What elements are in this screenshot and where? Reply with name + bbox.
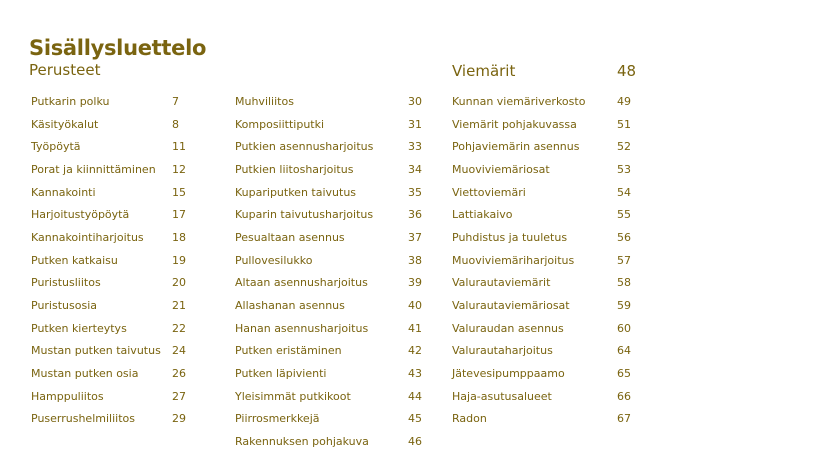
toc-entry-page: 57 <box>617 253 631 267</box>
toc-entry-label: Pullovesilukko <box>235 253 313 267</box>
toc-entry[interactable] <box>235 317 435 340</box>
toc-entry[interactable] <box>235 294 435 317</box>
toc-entry-page: 20 <box>172 276 186 290</box>
toc-entry[interactable] <box>235 362 435 385</box>
toc-entry-page: 55 <box>617 208 631 222</box>
toc-entry-page: 11 <box>172 140 186 154</box>
toc-entry-label: Porat ja kiinnittäminen <box>31 162 156 176</box>
toc-entry-label: Altaan asennusharjoitus <box>235 276 368 290</box>
toc-entry-page: 41 <box>408 321 422 335</box>
toc-entry-page: 17 <box>172 208 186 222</box>
toc-entry-page: 60 <box>617 321 631 335</box>
toc-entry-page: 31 <box>408 117 422 131</box>
section-page-viemarit: 48 <box>617 62 637 80</box>
toc-entry-page: 44 <box>408 389 422 403</box>
toc-entry[interactable] <box>452 113 642 136</box>
toc-entry-label: Lattiakaivo <box>452 208 513 222</box>
toc-entry-page: 22 <box>172 321 186 335</box>
toc-entry-page: 59 <box>617 299 631 313</box>
toc-entry-label: Putkien asennusharjoitus <box>235 140 374 154</box>
toc-entry-label: Hamppuliitos <box>31 389 104 403</box>
toc-entry-label: Valurautaviemärit <box>452 276 551 290</box>
toc-entry-page: 24 <box>172 344 186 358</box>
toc-entry-page: 36 <box>408 208 422 222</box>
toc-entry[interactable] <box>452 158 642 181</box>
toc-entry-label: Radon <box>452 412 487 426</box>
toc-entry[interactable] <box>235 408 435 431</box>
toc-entry-page: 35 <box>408 185 422 199</box>
toc-entry-label: Puserrushelmiliitos <box>31 412 135 426</box>
toc-entry-page: 37 <box>408 230 422 244</box>
toc-entry[interactable] <box>452 385 642 408</box>
toc-entry[interactable] <box>452 317 642 340</box>
toc-entry-page: 52 <box>617 140 631 154</box>
toc-entry-page: 66 <box>617 389 631 403</box>
toc-entry-page: 67 <box>617 412 631 426</box>
toc-entry-label: Putken eristäminen <box>235 344 342 358</box>
toc-entry-label: Mustan putken osia <box>31 367 139 381</box>
toc-entry[interactable] <box>31 203 201 226</box>
toc-entry[interactable] <box>235 340 435 363</box>
toc-entry[interactable] <box>31 408 201 431</box>
toc-entry-label: Hanan asennusharjoitus <box>235 321 369 335</box>
toc-entry-label: Jätevesipumppaamo <box>452 367 565 381</box>
toc-entry-page: 21 <box>172 299 186 313</box>
toc-entry[interactable] <box>235 272 435 295</box>
toc-entry-page: 45 <box>408 412 422 426</box>
toc-entry-label: Puristusliitos <box>31 276 101 290</box>
toc-entry-page: 51 <box>617 117 631 131</box>
toc-entry-page: 43 <box>408 367 422 381</box>
toc-entry-label: Valurautaviemäriosat <box>452 299 570 313</box>
toc-entry[interactable] <box>235 226 435 249</box>
toc-entry-page: 58 <box>617 276 631 290</box>
toc-entry[interactable] <box>235 181 435 204</box>
toc-entry-label: Putkarin polku <box>31 94 110 108</box>
toc-entry-page: 64 <box>617 344 631 358</box>
toc-entry-label: Muoviviemäriharjoitus <box>452 253 575 267</box>
toc-entry[interactable] <box>235 385 435 408</box>
toc-entry-label: Viemärit pohjakuvassa <box>452 117 577 131</box>
toc-entry-label: Valuraudan asennus <box>452 321 564 335</box>
toc-entry[interactable] <box>31 90 201 113</box>
toc-entry[interactable] <box>31 362 201 385</box>
toc-entry-label: Yleisimmät putkikoot <box>235 389 351 403</box>
toc-entry[interactable] <box>235 135 435 158</box>
page-title: Sisällysluettelo <box>29 36 207 60</box>
toc-column-1 <box>31 90 201 430</box>
toc-entry-page: 15 <box>172 185 186 199</box>
toc-entry-page: 30 <box>408 94 422 108</box>
toc-entry[interactable] <box>31 181 201 204</box>
toc-entry-page: 8 <box>172 117 179 131</box>
toc-entry-label: Pesualtaan asennus <box>235 230 345 244</box>
toc-entry-label: Kuparin taivutusharjoitus <box>235 208 374 222</box>
section-heading-perusteet: Perusteet <box>29 61 101 79</box>
toc-entry-label: Käsityökalut <box>31 117 99 131</box>
toc-entry[interactable] <box>235 203 435 226</box>
toc-entry-label: Kannakointi <box>31 185 96 199</box>
toc-entry[interactable] <box>452 294 642 317</box>
toc-entry-label: Valurautaharjoitus <box>452 344 553 358</box>
toc-entry[interactable] <box>452 362 642 385</box>
toc-entry-label: Mustan putken taivutus <box>31 344 161 358</box>
toc-entry-page: 33 <box>408 140 422 154</box>
toc-entry[interactable] <box>452 135 642 158</box>
toc-entry-label: Komposiittiputki <box>235 117 325 131</box>
toc-entry[interactable] <box>452 408 642 431</box>
toc-entry-label: Piirrosmerkkejä <box>235 412 320 426</box>
toc-entry[interactable] <box>452 226 642 249</box>
toc-entry-label: Muhviliitos <box>235 94 294 108</box>
toc-entry-label: Viettoviemäri <box>452 185 526 199</box>
toc-entry[interactable] <box>31 226 201 249</box>
toc-entry-label: Kannakointiharjoitus <box>31 230 144 244</box>
toc-entry[interactable] <box>31 385 201 408</box>
toc-entry-label: Haja-asutusalueet <box>452 389 552 403</box>
toc-entry[interactable] <box>235 430 435 453</box>
toc-column-2 <box>235 90 435 453</box>
toc-entry[interactable] <box>452 340 642 363</box>
toc-entry-label: Putken katkaisu <box>31 253 118 267</box>
toc-entry[interactable] <box>31 340 201 363</box>
toc-entry-page: 42 <box>408 344 422 358</box>
toc-entry[interactable] <box>452 249 642 272</box>
toc-entry[interactable] <box>235 249 435 272</box>
toc-entry-page: 49 <box>617 94 631 108</box>
toc-entry-page: 56 <box>617 230 631 244</box>
toc-entry-label: Allashanan asennus <box>235 299 345 313</box>
toc-entry-label: Puristusosia <box>31 299 97 313</box>
toc-entry-page: 65 <box>617 367 631 381</box>
toc-entry-page: 7 <box>172 94 179 108</box>
toc-column-3 <box>452 90 642 430</box>
toc-entry-label: Putken läpivienti <box>235 367 327 381</box>
toc-entry-label: Putkien liitosharjoitus <box>235 162 354 176</box>
toc-entry[interactable] <box>31 135 201 158</box>
toc-entry[interactable] <box>31 158 201 181</box>
toc-entry-page: 19 <box>172 253 186 267</box>
toc-entry-label: Puhdistus ja tuuletus <box>452 230 568 244</box>
toc-entry-page: 38 <box>408 253 422 267</box>
toc-entry-page: 54 <box>617 185 631 199</box>
toc-entry-label: Pohjaviemärin asennus <box>452 140 580 154</box>
toc-entry-page: 27 <box>172 389 186 403</box>
toc-entry[interactable] <box>31 317 201 340</box>
toc-entry[interactable] <box>31 272 201 295</box>
toc-entry[interactable] <box>235 90 435 113</box>
toc-entry-page: 18 <box>172 230 186 244</box>
toc-entry-page: 40 <box>408 299 422 313</box>
toc-entry-label: Työpöytä <box>31 140 81 154</box>
toc-entry[interactable] <box>452 90 642 113</box>
toc-entry-page: 46 <box>408 435 422 449</box>
toc-entry[interactable] <box>31 113 201 136</box>
toc-entry[interactable] <box>452 272 642 295</box>
toc-entry-label: Kunnan viemäriverkosto <box>452 94 586 108</box>
toc-entry-label: Harjoitustyöpöytä <box>31 208 130 222</box>
toc-entry[interactable] <box>235 113 435 136</box>
toc-entry-label: Putken kierteytys <box>31 321 127 335</box>
toc-entry-page: 29 <box>172 412 186 426</box>
toc-entry[interactable] <box>452 203 642 226</box>
toc-entry[interactable] <box>31 294 201 317</box>
toc-entry-page: 34 <box>408 162 422 176</box>
toc-entry-page: 39 <box>408 276 422 290</box>
toc-entry-label: Muoviviemäriosat <box>452 162 550 176</box>
section-heading-viemarit: Viemärit <box>452 62 516 80</box>
toc-entry-page: 12 <box>172 162 186 176</box>
toc-entry-label: Kupariputken taivutus <box>235 185 357 199</box>
toc-entry-label: Rakennuksen pohjakuva <box>235 435 369 449</box>
toc-entry[interactable] <box>452 181 642 204</box>
toc-entry-page: 26 <box>172 367 186 381</box>
toc-entry[interactable] <box>31 249 201 272</box>
toc-entry[interactable] <box>235 158 435 181</box>
toc-entry-page: 53 <box>617 162 631 176</box>
